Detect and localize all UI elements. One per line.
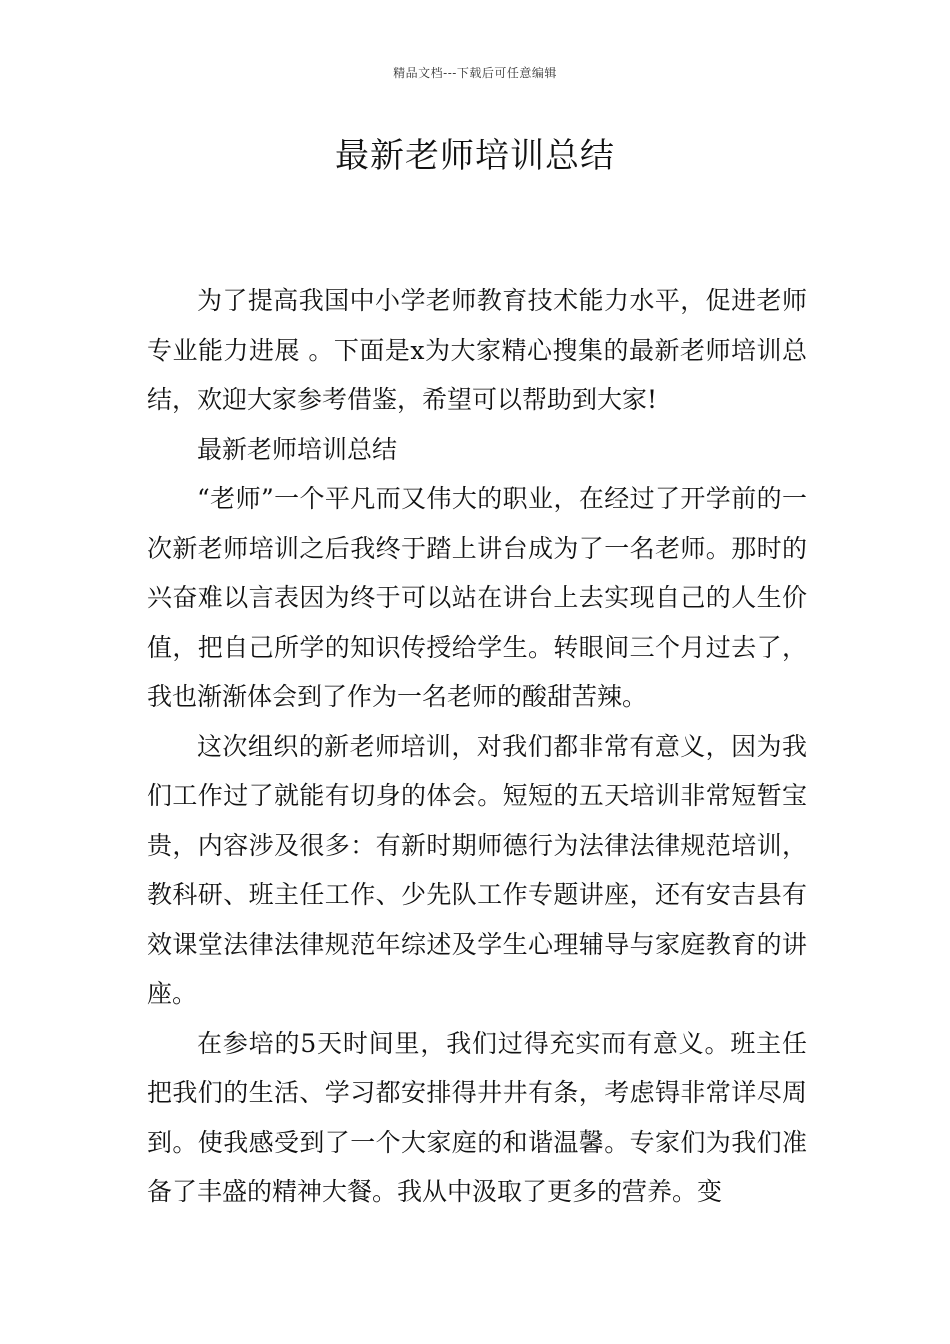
- paragraph-teacher-profession: “老师”一个平凡而又伟大的职业，在经过了开学前的一次新老师培训之后我终于踏上讲台成为了一名老师。那时的兴奋难以言表因为终于可以站在讲台上去实现自己的人生价值，把自己所学的知识传授给学生。转眼间三个月过去了，我也渐渐体会到了作为一名老师的酸甜苦辣。: [147, 484, 807, 711]
- paragraph-subtitle: 最新老师培训总结: [197, 434, 398, 464]
- paragraph-five-days: 在参培的5天时间里，我们过得充实而有意义。班主任把我们的生活、学习都安排得井井有条，考虑锝非常详尽周到。使我感受到了一个大家庭的和谐温馨。专家们为我们准备了丰盛的精神大餐。我从中汲取了更多的营养。变: [147, 1028, 807, 1206]
- paragraph-intro: 为了提高我国中小学老师教育技术能力水平，促进老师专业能力进展 。下面是x为大家精心搜集的最新老师培训总结，欢迎大家参考借鉴，希望可以帮助到大家!: [147, 286, 807, 414]
- header-note: 精品文档---下载后可任意编辑: [393, 66, 557, 80]
- document-title: 最新老师培训总结: [335, 136, 615, 176]
- document-body: [147, 276, 807, 1217]
- paragraph-training-content: 这次组织的新老师培训，对我们都非常有意义，因为我们工作过了就能有切身的体会。短短的五天培训非常短暂宝贵，内容涉及很多：有新时期师德行为法律法律规范培训，教科研、班主任工作、少先队工作专题讲座，还有安吉县有效课堂法律法律规范年综述及学生心理辅导与家庭教育的讲座。: [147, 731, 807, 1008]
